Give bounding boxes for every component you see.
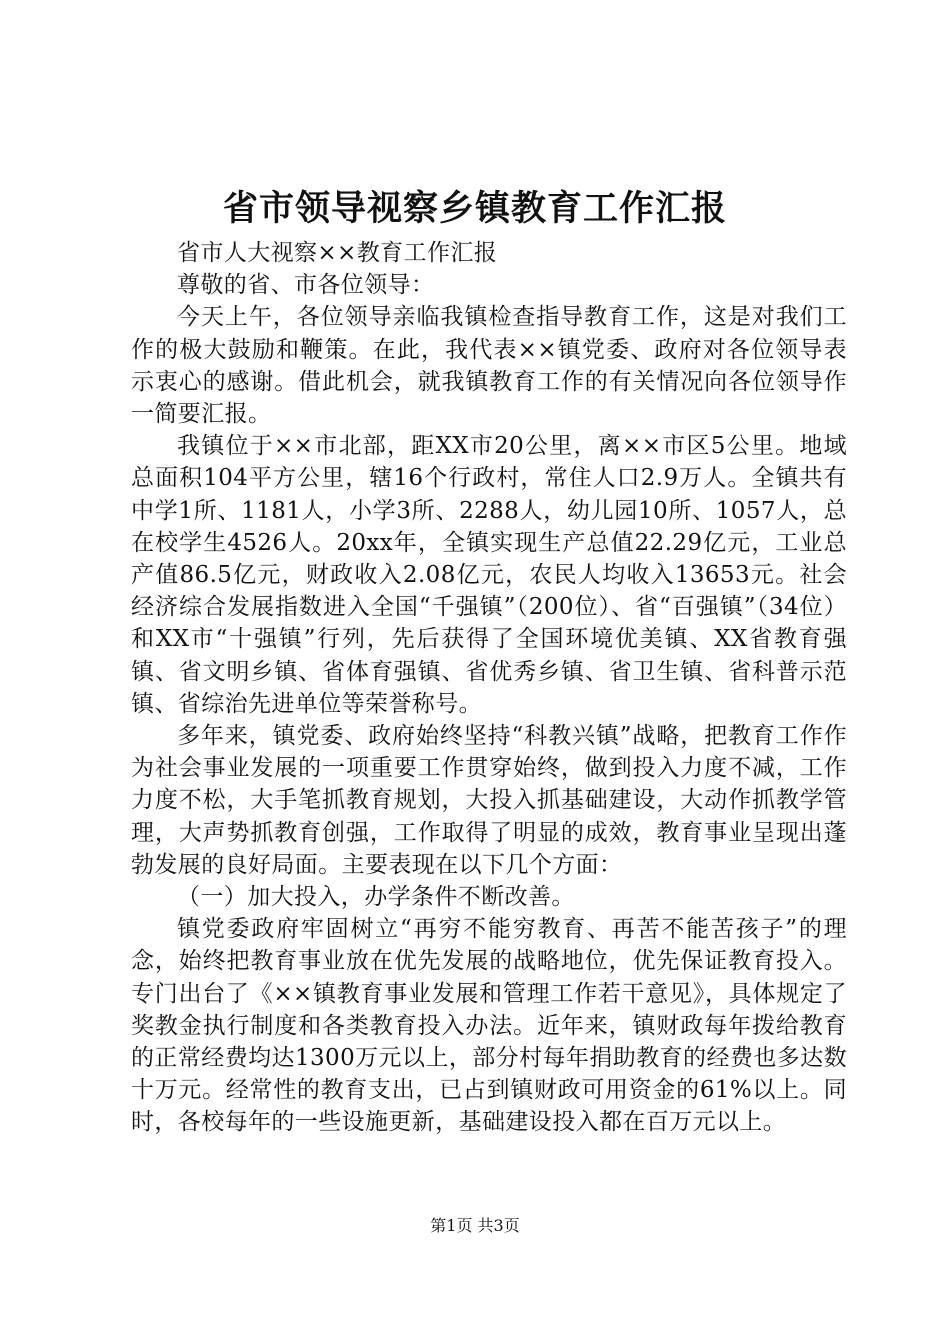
salutation: 尊敬的省、市各位领导： (177, 272, 435, 299)
paragraph-intro: 今天上午，各位领导亲临我镇检查指导教育工作，这是对我们工作的极大鼓励和鞭策。在此，我代表××镇党委、政府对各位领导表示衷心的感谢。借此机会，就我镇教育工作的有关情况向各位领导作一简要汇报。 (131, 304, 847, 428)
paragraph-strategy: 多年来，镇党委、政府始终坚持“科教兴镇”战略，把教育工作作为社会事业发展的一项重要工作贯穿始终，做到投入力度不减，工作力度不松，大手笔抓教育规划，大投入抓基础建设，大动作抓教学管理，大声势抓教育创强，工作取得了明显的成效，教育事业呈现出蓬勃发展的良好局面。主要表现在以下几个方面： (131, 723, 847, 878)
paragraph-town-overview: 我镇位于××市北部，距XX市20公里，离××市区5公里。地域总面积104平方公里，辖16个行政村，常住人口2.9万人。全镇共有中学1所、1181人，小学3所、2288人，幼儿园10所、1057人，总在校学生4526人。20xx年，全镇实现生产总值22.29亿元，工业总产值86.5亿元，财政收入2.08亿元，农民人均收入13653元。社会经济综合发展指数进入全国“千强镇”（200位）、省“百强镇”（34位）和XX市“十强镇”行列，先后获得了全国环境优美镇、XX省教育强镇、省文明乡镇、省体育强镇、省优秀乡镇、省卫生镇、省科普示范镇、省综治先进单位等荣誉称号。 (131, 433, 847, 717)
report-subtitle: 省市人大视察××教育工作汇报 (177, 240, 498, 266)
page-footer: 第1页 共3页 (430, 1216, 520, 1235)
paragraph-investment: 镇党委政府牢固树立“再穷不能穷教育、再苦不能苦孩子”的理念，始终把教育事业放在优先发展的战略地位，优先保证教育投入。专门出台了《××镇教育事业发展和管理工作若干意见》，具体规定了奖教金执行制度和各类教育投入办法。近年来，镇财政每年拨给教育的正常经费均达1300万元以上，部分村每年捐助教育的经费也多达数十万元。经常性的教育支出，已占到镇财政可用资金的61%以上。同时，各校每年的一些设施更新，基础建设投入都在百万元以上。 (131, 916, 847, 1136)
section-heading-1: （一）加大投入，办学条件不断改善。 (177, 884, 575, 911)
document-body (131, 237, 847, 1139)
document-title: 省市领导视察乡镇教育工作汇报 (222, 188, 727, 229)
